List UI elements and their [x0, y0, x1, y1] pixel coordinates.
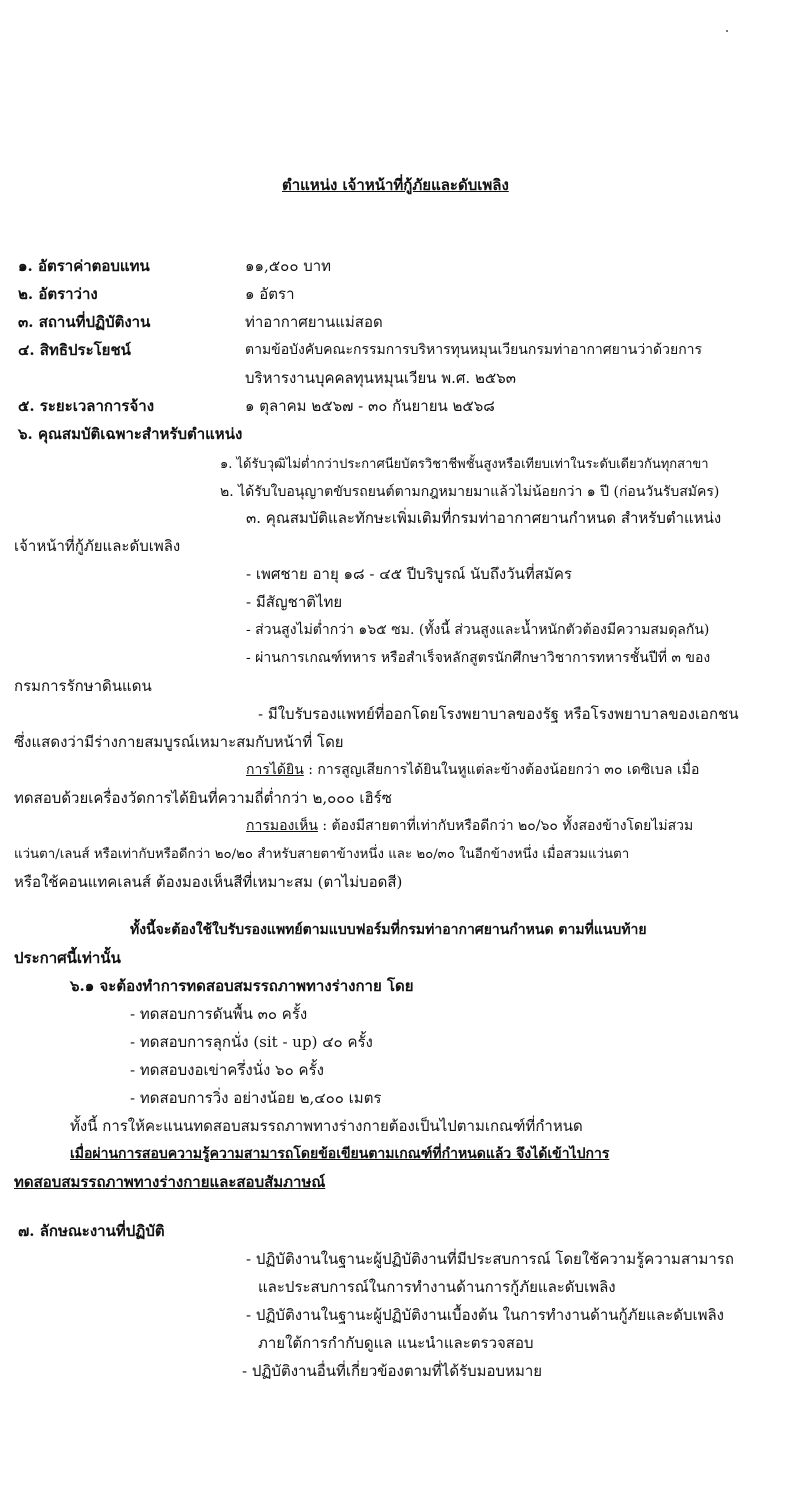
- qual-3-line2: เจ้าหน้าที่กู้ภัยและดับเพลิง: [14, 537, 181, 555]
- scan-speck: [726, 30, 728, 32]
- qual-1: ๑. ได้รับวุฒิไม่ต่ำกว่าประกาศนียบัตรวิชาชีพชั้นสูงหรือเทียบเท่าในระดับเดียวกันทุกสาขา: [220, 457, 709, 472]
- item-5-value: ๑ ตุลาคม ๒๕๖๗ - ๓๐ กันยายน ๒๕๖๘: [245, 397, 495, 415]
- vision-line3: หรือใช้คอนแทคเลนส์ ต้องมองเห็นสีที่เหมาะสม (ตาไม่บอดสี): [14, 873, 403, 891]
- item-4-value-line2: บริหารงานบุคคลทุนหมุนเวียน พ.ศ. ๒๕๖๓: [245, 369, 516, 387]
- qual-3-line1: ๓. คุณสมบัติและทักษะเพิ่มเติมที่กรมท่าอากาศยานกำหนด สำหรับตำแหน่ง: [246, 509, 722, 527]
- item-4-value-line1: ตามข้อบังคับคณะกรรมการบริหารทุนหมุนเวียนกรมท่าอากาศยานว่าด้วยการ: [245, 342, 703, 358]
- item-3-label: ๓. สถานที่ปฏิบัติงาน: [18, 313, 151, 331]
- item-2-value: ๑ อัตรา: [245, 285, 295, 303]
- vision-line1: [246, 813, 693, 840]
- qual-detail-1: - เพศชาย อายุ ๑๘ - ๔๕ ปีบริบูรณ์ นับถึงวันที่สมัคร: [246, 565, 572, 583]
- fitness-condition-line1: เมื่อผ่านการสอบความรู้ความสามารถโดยข้อเขียนตามเกณฑ์ที่กำหนดแล้ว จึงได้เข้าไปการ: [70, 1146, 610, 1162]
- fitness-test-1: - ทดสอบการดันพื้น ๓๐ ครั้ง: [130, 1005, 308, 1023]
- page-title: ตำแหน่ง เจ้าหน้าที่กู้ภัยและดับเพลิง: [282, 176, 509, 194]
- vision-label: การมองเห็น: [246, 818, 318, 834]
- fitness-test-2: - ทดสอบการลุกนั่ง (sit - up) ๔๐ ครั้ง: [130, 1033, 373, 1051]
- qual-detail-2: - มีสัญชาติไทย: [246, 593, 343, 611]
- fitness-condition-line2: ทดสอบสมรรถภาพทางร่างกายและสอบสัมภาษณ์: [14, 1173, 326, 1191]
- cert-line1: ทั้งนี้จะต้องใช้ใบรับรองแพทย์ตามแบบฟอร์มที่กรมท่าอากาศยานกำหนด ตามที่แนบท้าย: [130, 922, 647, 938]
- fitness-note: ทั้งนี้ การให้คะแนนทดสอบสมรรถภาพทางร่างกายต้องเป็นไปตามเกณฑ์ที่กำหนด: [70, 1117, 583, 1135]
- vision-text: : ต้องมีสายตาที่เท่ากับหรือดีกว่า ๒๐/๖๐ ทั้งสองข้างโดยไม่สวม: [317, 818, 694, 834]
- item-3-value: ท่าอากาศยานแม่สอด: [245, 313, 383, 331]
- duty-1-line1: - ปฏิบัติงานในฐานะผู้ปฏิบัติงานที่มีประสบการณ์ โดยใช้ความรู้ความสามารถ: [246, 1250, 734, 1268]
- duty-2-line1: - ปฏิบัติงานในฐานะผู้ปฏิบัติงานเบื้องต้น ในการทำงานด้านกู้ภัยและดับเพลิง: [246, 1306, 725, 1324]
- item-2-label: ๒. อัตราว่าง: [18, 285, 98, 303]
- qual-detail-5-line1: - มีใบรับรองแพทย์ที่ออกโดยโรงพยาบาลของรัฐ หรือโรงพยาบาลของเอกชน: [258, 705, 739, 723]
- vision-line2: แว่นตา/เลนส์ หรือเท่ากับหรือดีกว่า ๒๐/๒๐ สำหรับสายตาข้างหนึ่ง และ ๒๐/๓๐ ในอีกข้างหนึ่ง เมื่อสวมแว่นตา: [14, 847, 630, 862]
- item-4-label: ๔. สิทธิประโยชน์: [18, 341, 131, 359]
- item-5-label: ๕. ระยะเวลาการจ้าง: [18, 397, 155, 415]
- qual-detail-4-line1: - ผ่านการเกณฑ์ทหาร หรือสำเร็จหลักสูตรนักศึกษาวิชาการทหารชั้นปีที่ ๓ ของ: [246, 650, 711, 666]
- hearing-label: การได้ยิน: [246, 762, 304, 778]
- fitness-test-3: - ทดสอบงอเข่าครึ่งนั่ง ๖๐ ครั้ง: [130, 1061, 324, 1079]
- duties-heading: ๗. ลักษณะงานที่ปฏิบัติ: [18, 1222, 165, 1240]
- duty-3: - ปฏิบัติงานอื่นที่เกี่ยวข้องตามที่ได้รับมอบหมาย: [242, 1362, 543, 1380]
- qual-2: ๒. ได้รับใบอนุญาตขับรถยนต์ตามกฎหมายมาแล้วไม่น้อยกว่า ๑ ปี (ก่อนวันรับสมัคร): [220, 484, 720, 500]
- item-1-label: ๑. อัตราค่าตอบแทน: [18, 257, 150, 275]
- item-1-value: ๑๑,๕๐๐ บาท: [245, 257, 332, 275]
- qual-detail-5-line2: ซึ่งแสดงว่ามีร่างกายสมบูรณ์เหมาะสมกับหน้าที่ โดย: [14, 733, 344, 751]
- item-6-label: ๖. คุณสมบัติเฉพาะสำหรับตำแหน่ง: [18, 425, 243, 443]
- hearing-line1: [246, 757, 699, 784]
- qual-detail-3: - ส่วนสูงไม่ต่ำกว่า ๑๖๕ ซม. (ทั้งนี้ ส่วนสูงและน้ำหนักตัวต้องมีความสมดุลกัน): [246, 622, 710, 638]
- duty-2-line2: ภายใต้การกำกับดูแล แนะนำและตรวจสอบ: [258, 1334, 534, 1352]
- duty-1-line2: และประสบการณ์ในการทำงานด้านการกู้ภัยและดับเพลิง: [258, 1278, 616, 1296]
- cert-line2: ประกาศนี้เท่านั้น: [14, 949, 121, 967]
- fitness-heading: ๖.๑ จะต้องทำการทดสอบสมรรถภาพทางร่างกาย โดย: [70, 977, 414, 995]
- qual-detail-4-line2: กรมการรักษาดินแดน: [14, 677, 152, 695]
- hearing-text: : การสูญเสียการได้ยินในหูแต่ละข้างต้องน้อยกว่า ๓๐ เดซิเบล เมื่อ: [303, 762, 700, 778]
- hearing-line2: ทดสอบด้วยเครื่องวัดการได้ยินที่ความถี่ต่ำกว่า ๒,๐๐๐ เฮิร์ซ: [14, 789, 392, 807]
- fitness-test-4: - ทดสอบการวิ่ง อย่างน้อย ๒,๔๐๐ เมตร: [130, 1089, 382, 1107]
